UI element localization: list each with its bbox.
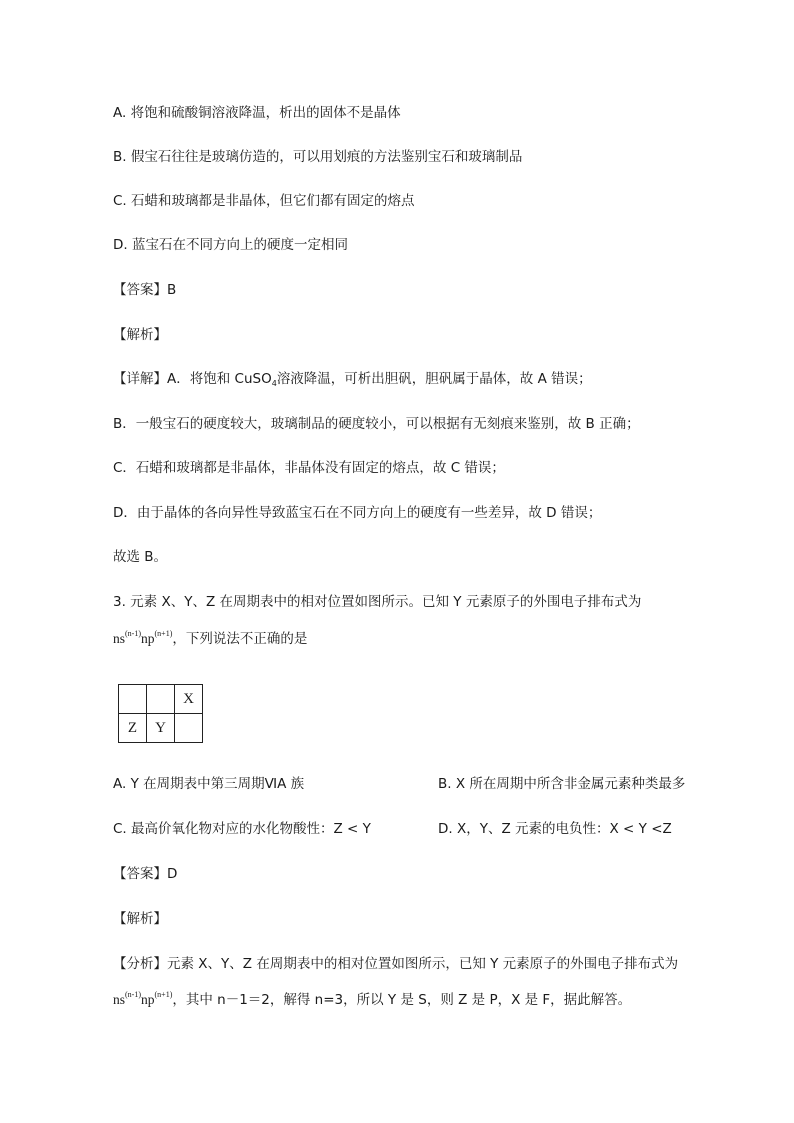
q3-answer: 【答案】D — [113, 866, 178, 882]
q3-analysis-np: np — [141, 992, 155, 1007]
option-a: A. 将饱和硫酸铜溶液降温，析出的固体不是晶体 — [113, 105, 401, 121]
option-d: D. 蓝宝石在不同方向上的硬度一定相同 — [113, 237, 348, 253]
table-cell — [119, 685, 147, 714]
q3-option-b: B. X 所在周期中所含非金属元素种类最多 — [438, 776, 686, 792]
q3-analysis-sup2: (n+1) — [154, 990, 173, 999]
periodic-table-fragment — [118, 684, 203, 743]
detail-d: D．由于晶体的各向异性导致蓝宝石在不同方向上的硬度有一些差异，故 D 错误； — [113, 505, 602, 521]
q3-stem-line1: 3. 元素 X、Y、Z 在周期表中的相对位置如图所示。已知 Y 元素原子的外围电子排布式为 — [113, 594, 642, 610]
q3-stem-sup2: (n+1) — [154, 629, 173, 638]
q3-stem-line2 — [113, 630, 307, 648]
analysis-heading: 【解析】 — [113, 327, 167, 343]
option-c: C. 石蜡和玻璃都是非晶体，但它们都有固定的熔点 — [113, 193, 415, 209]
detail-c: C．石蜡和玻璃都是非晶体，非晶体没有固定的熔点，故 C 错误； — [113, 460, 505, 476]
q3-analysis-line2 — [113, 991, 631, 1009]
answer: 【答案】B — [113, 282, 177, 298]
q3-analysis-sup1: (n-1) — [125, 990, 142, 999]
q3-stem-sup1: (n-1) — [125, 629, 142, 638]
detail-b: B．一般宝石的硬度较大，玻璃制品的硬度较小，可以根据有无刻痕来鉴别，故 B 正确； — [113, 416, 640, 432]
table-cell — [175, 714, 203, 743]
detail-a-subscript: 4 — [271, 379, 277, 388]
table-cell — [147, 685, 175, 714]
table-row — [119, 714, 203, 743]
q3-option-d: D. X，Y、Z 元素的电负性：X < Y <Z — [438, 821, 672, 837]
q3-analysis-line1: 【分析】元素 X、Y、Z 在周期表中的相对位置如图所示，已知 Y 元素原子的外围电子排布式为 — [113, 956, 679, 972]
table-cell: Z — [119, 714, 147, 743]
q3-analysis-ns: ns — [113, 992, 126, 1007]
q3-option-c: C. 最高价氧化物对应的水化物酸性：Z < Y — [113, 821, 371, 837]
table-cell: Y — [147, 714, 175, 743]
q3-stem-np: np — [141, 631, 155, 646]
detail-a — [113, 370, 592, 388]
option-b: B. 假宝石往往是玻璃仿造的，可以用划痕的方法鉴别宝石和玻璃制品 — [113, 149, 523, 165]
q3-option-a: A. Y 在周期表中第三周期ⅥA 族 — [113, 776, 305, 792]
table-row — [119, 685, 203, 714]
table-cell: X — [175, 685, 203, 714]
detail-a-post: 溶液降温，可析出胆矾，胆矾属于晶体，故 A 错误； — [276, 371, 592, 387]
q3-analysis-post: ，其中 n－1＝2，解得 n=3，所以 Y 是 S，则 Z 是 P，X 是 F，据此解答。 — [172, 992, 632, 1008]
q3-analysis-heading: 【解析】 — [113, 911, 167, 927]
q3-stem-post: ，下列说法不正确的是 — [172, 631, 308, 647]
detail-a-pre: 【详解】A．将饱和 CuSO — [113, 371, 272, 387]
q3-stem-ns: ns — [113, 631, 126, 646]
conclusion: 故选 B。 — [113, 549, 168, 565]
